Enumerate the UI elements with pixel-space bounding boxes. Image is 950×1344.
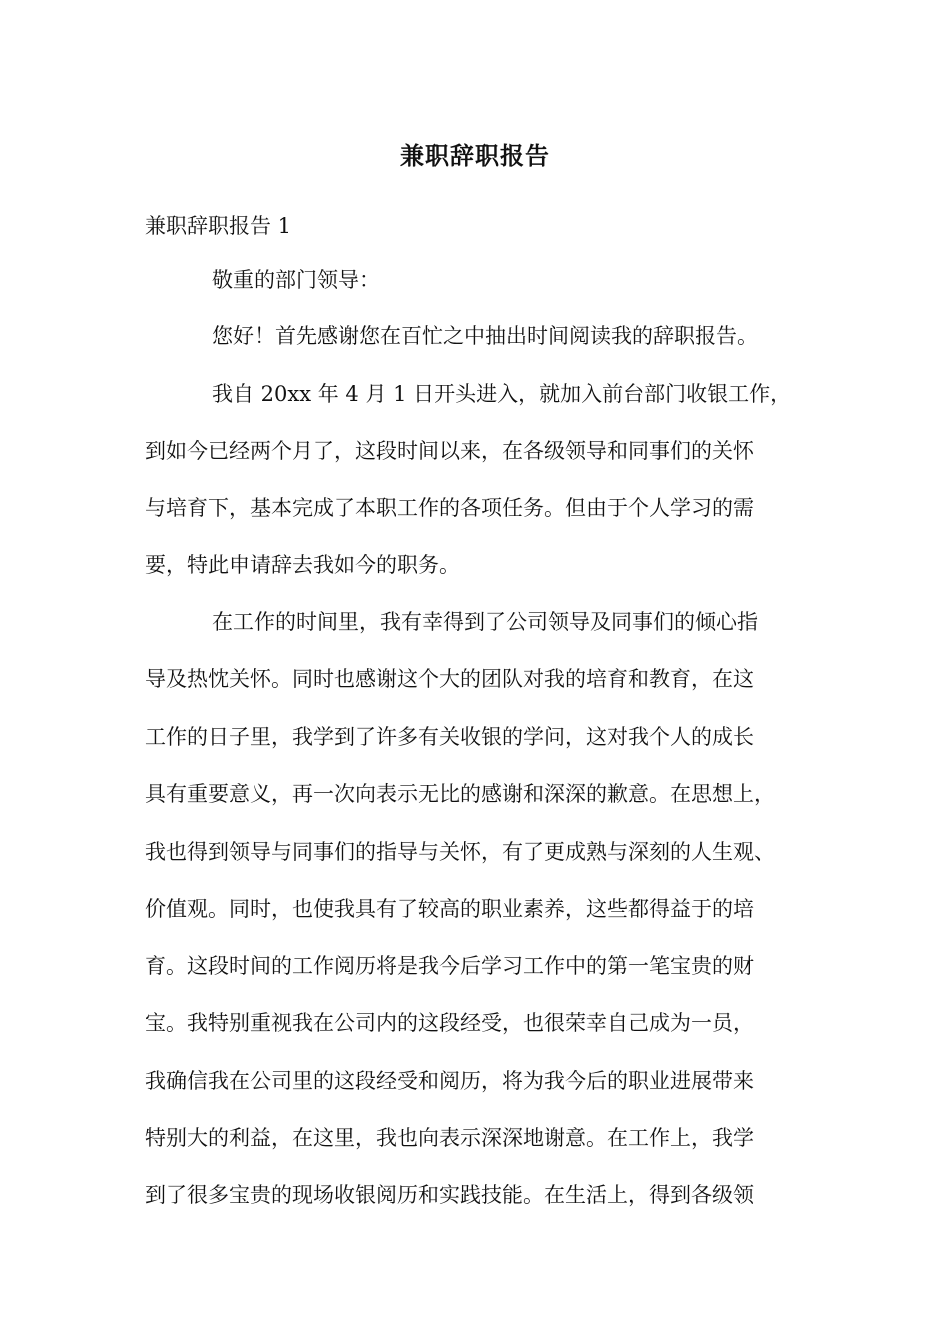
- body-line: 到了很多宝贵的现场收银阅历和实践技能。在生活上，得到各级领: [145, 1183, 754, 1207]
- body-line: 育。这段时间的工作阅历将是我今后学习工作中的第一笔宝贵的财: [145, 954, 754, 978]
- body-line: 我自 20xx 年 4 月 1 日开头进入，就加入前台部门收银工作，: [212, 382, 792, 406]
- body-line: 导及热忱关怀。同时也感谢这个大的团队对我的培育和教育，在这: [145, 667, 754, 691]
- body-line: 具有重要意义，再一次向表示无比的感谢和深深的歉意。在思想上，: [145, 782, 775, 806]
- body-line: 我确信我在公司里的这段经受和阅历，将为我今后的职业进展带来: [145, 1069, 754, 1093]
- body-line: 宝。我特别重视我在公司内的这段经受，也很荣幸自己成为一员，: [145, 1011, 754, 1035]
- salutation: 敬重的部门领导：: [212, 268, 380, 292]
- body-line: 工作的日子里，我学到了许多有关收银的学问，这对我个人的成长: [145, 725, 754, 749]
- body-line: 您好！首先感谢您在百忙之中抽出时间阅读我的辞职报告。: [212, 324, 758, 348]
- body-line: 特别大的利益，在这里，我也向表示深深地谢意。在工作上，我学: [145, 1126, 754, 1150]
- section-heading: 兼职辞职报告 1: [145, 214, 292, 238]
- document-title: 兼职辞职报告: [400, 141, 550, 170]
- body-line: 在工作的时间里，我有幸得到了公司领导及同事们的倾心指: [212, 610, 758, 634]
- body-line: 到如今已经两个月了，这段时间以来，在各级领导和同事们的关怀: [145, 439, 754, 463]
- body-line: 我也得到领导与同事们的指导与关怀，有了更成熟与深刻的人生观、: [145, 840, 775, 864]
- body-line: 与培育下，基本完成了本职工作的各项任务。但由于个人学习的需: [145, 496, 754, 520]
- body-line: 要，特此申请辞去我如今的职务。: [145, 553, 460, 577]
- body-line: 价值观。同时，也使我具有了较高的职业素养，这些都得益于的培: [145, 897, 754, 921]
